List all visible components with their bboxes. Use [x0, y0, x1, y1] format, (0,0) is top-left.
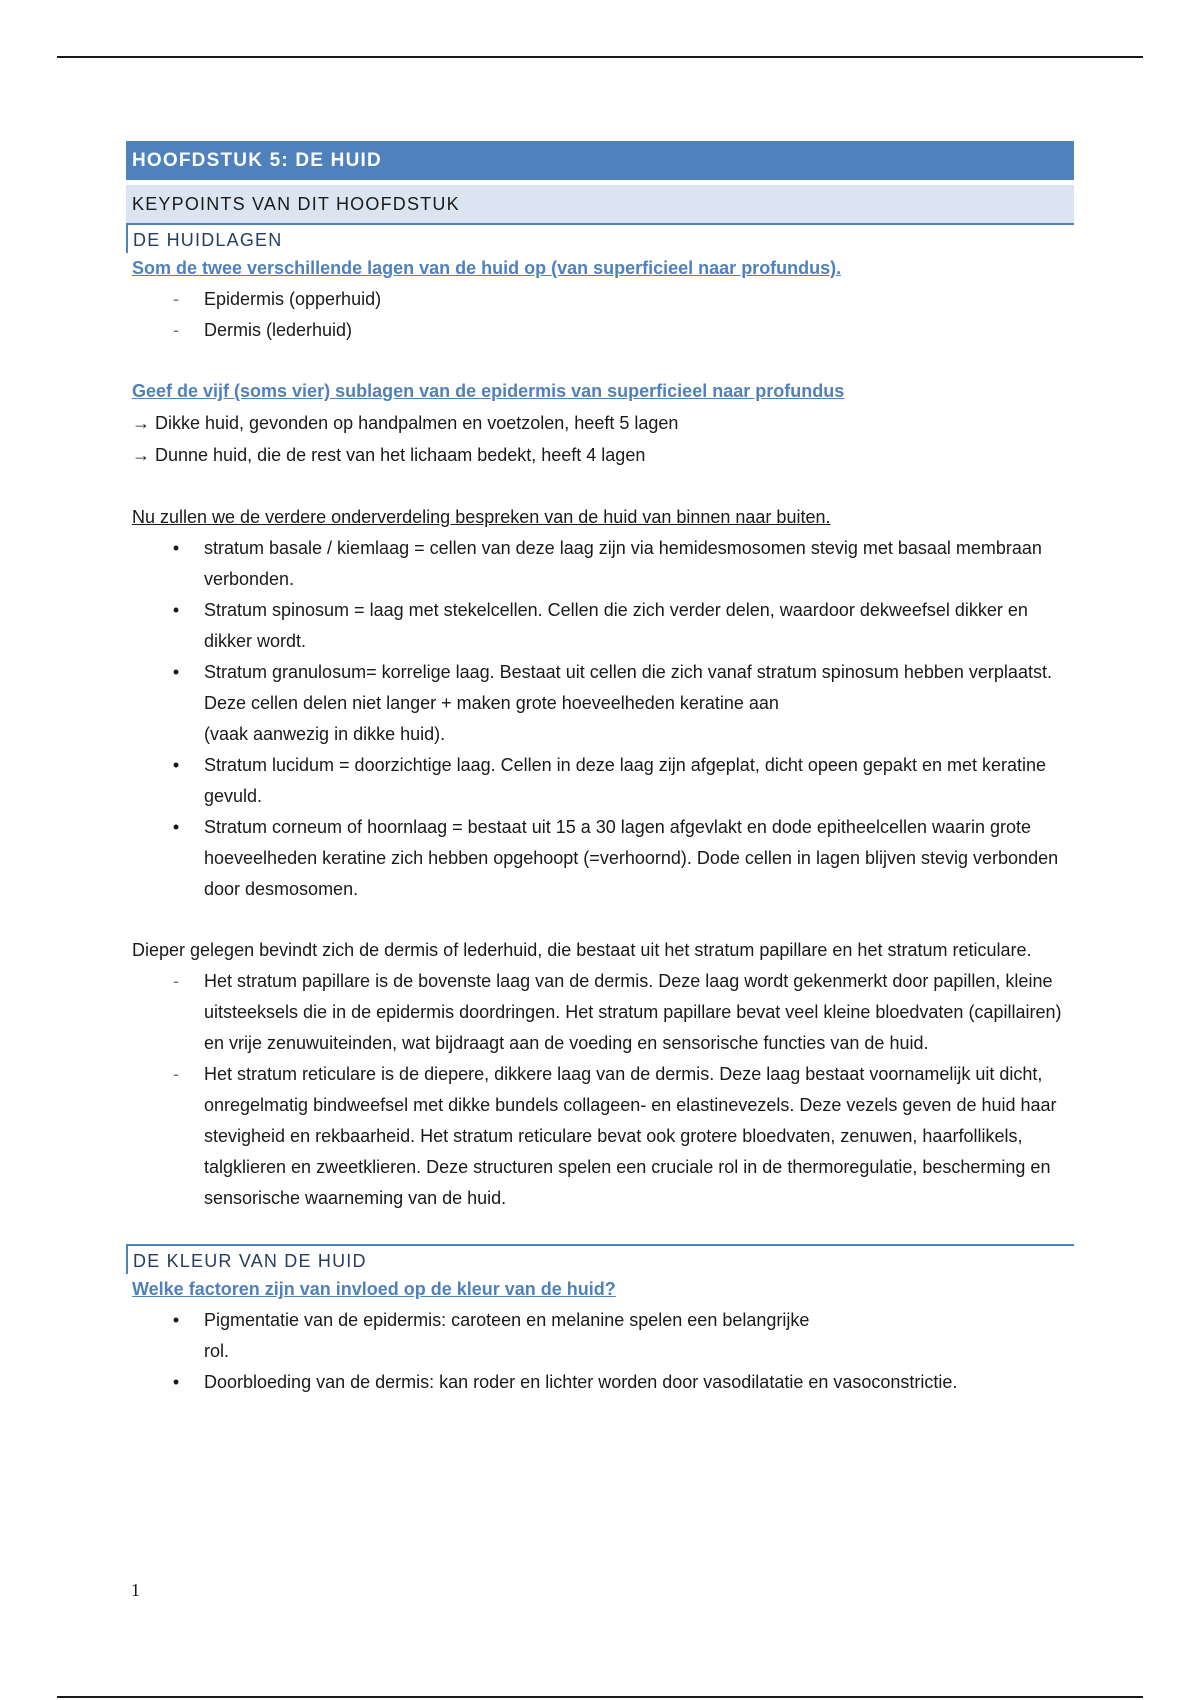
strata-list: [126, 533, 1074, 905]
list-item: • stratum basale / kiemlaag = cellen van deze laag zijn via hemidesmosomen stevig met basaal membraan verbonden.: [126, 533, 1074, 595]
document-body: [126, 141, 1074, 1398]
keypoints-heading: KEYPOINTS VAN DIT HOOFDSTUK: [126, 185, 1074, 223]
dermis-intro: Dieper gelegen bevindt zich de dermis of lederhuid, die bestaat uit het stratum papillare en het stratum reticulare.: [132, 940, 1032, 960]
strata-intro: Nu zullen we de verdere onderverdeling bespreken van de huid van binnen naar buiten.: [132, 507, 831, 527]
chapter-heading: HOOFDSTUK 5: DE HUID: [126, 141, 1074, 180]
bullet-marker: •: [172, 538, 180, 558]
dermis-list: [126, 966, 1074, 1214]
list-item: • Stratum spinosum = laag met stekelcellen. Cellen die zich verder delen, waardoor dekweefsel dikker en dikker wordt.: [126, 595, 1074, 657]
dash-marker: -: [173, 971, 179, 991]
question-sublagen: Geef de vijf (soms vier) sublagen van de epidermis van superficieel naar profundus: [132, 381, 845, 401]
section-heading-kleur: DE KLEUR VAN DE HUID: [126, 1244, 1074, 1274]
list-item: - Epidermis (opperhuid): [126, 284, 1074, 315]
arrow-note-thin-skin: → Dunne huid, die de rest van het lichaam bedekt, heeft 4 lagen: [132, 445, 646, 465]
bullet-marker: •: [172, 1310, 180, 1330]
list-item: - Het stratum papillare is de bovenste laag van de dermis. Deze laag wordt gekenmerkt door papillen, kleine uitsteeksels die in de epidermis doordringen. Het stratum papillare bevat veel kleine bloedvaten (capillairen) en vrije zenuwuiteinden, wat bijdraagt aan de voeding en sensorische functies van de huid.: [126, 966, 1074, 1059]
footer-rule: [57, 1696, 1143, 1698]
bullet-marker: •: [172, 600, 180, 620]
bullet-marker: •: [172, 1372, 180, 1392]
dash-marker: -: [173, 320, 179, 340]
dash-marker: -: [173, 289, 179, 309]
list-item: - Het stratum reticulare is de diepere, dikkere laag van de dermis. Deze laag bestaat voornamelijk uit dicht, onregelmatig bindweefsel met dikke bundels collageen- en elastinevezels. Deze vezels geven de huid haar stevigheid en rekbaarheid. Het stratum reticulare bevat ook grotere bloedvaten, zenuwen, haarfollikels, talgklieren en zweetklieren. Deze structuren spelen een cruciale rol in de thermoregulatie, bescherming en sensorische waarneming van de huid.: [126, 1059, 1074, 1214]
bullet-marker: •: [172, 755, 180, 775]
section-heading-huidlagen: DE HUIDLAGEN: [126, 223, 1074, 253]
layers-list: [126, 284, 1074, 346]
question-lagen: Som de twee verschillende lagen van de huid op (van superficieel naar profundus).: [132, 258, 842, 278]
color-factors-list: [126, 1305, 1074, 1398]
bullet-marker: •: [172, 817, 180, 837]
bullet-marker: •: [172, 662, 180, 682]
list-item: • Stratum corneum of hoornlaag = bestaat uit 15 a 30 lagen afgevlakt en dode epitheelcellen waarin grote hoeveelheden keratine zich hebben opgehoopt (=verhoornd). Dode cellen in lagen blijven stevig verbonden door desmosomen.: [126, 812, 1074, 905]
page-number: 1: [131, 1580, 140, 1600]
header-rule: [57, 56, 1143, 58]
question-kleur: Welke factoren zijn van invloed op de kleur van de huid?: [132, 1279, 616, 1299]
dash-marker: -: [173, 1064, 179, 1084]
list-item: - Dermis (lederhuid): [126, 315, 1074, 346]
list-item: • Stratum granulosum= korrelige laag. Bestaat uit cellen die zich vanaf stratum spinosum hebben verplaatst. Deze cellen delen niet langer + maken grote hoeveelheden keratine aan (vaak aanwezig in dikke huid).: [126, 657, 1074, 750]
list-item: • Pigmentatie van de epidermis: caroteen en melanine spelen een belangrijke rol.: [126, 1305, 1074, 1367]
list-item: • Doorbloeding van de dermis: kan roder en lichter worden door vasodilatatie en vasoconstrictie.: [126, 1367, 1074, 1398]
arrow-note-thick-skin: → Dikke huid, gevonden op handpalmen en voetzolen, heeft 5 lagen: [132, 413, 679, 433]
list-item: • Stratum lucidum = doorzichtige laag. Cellen in deze laag zijn afgeplat, dicht opeen gepakt en met keratine gevuld.: [126, 750, 1074, 812]
